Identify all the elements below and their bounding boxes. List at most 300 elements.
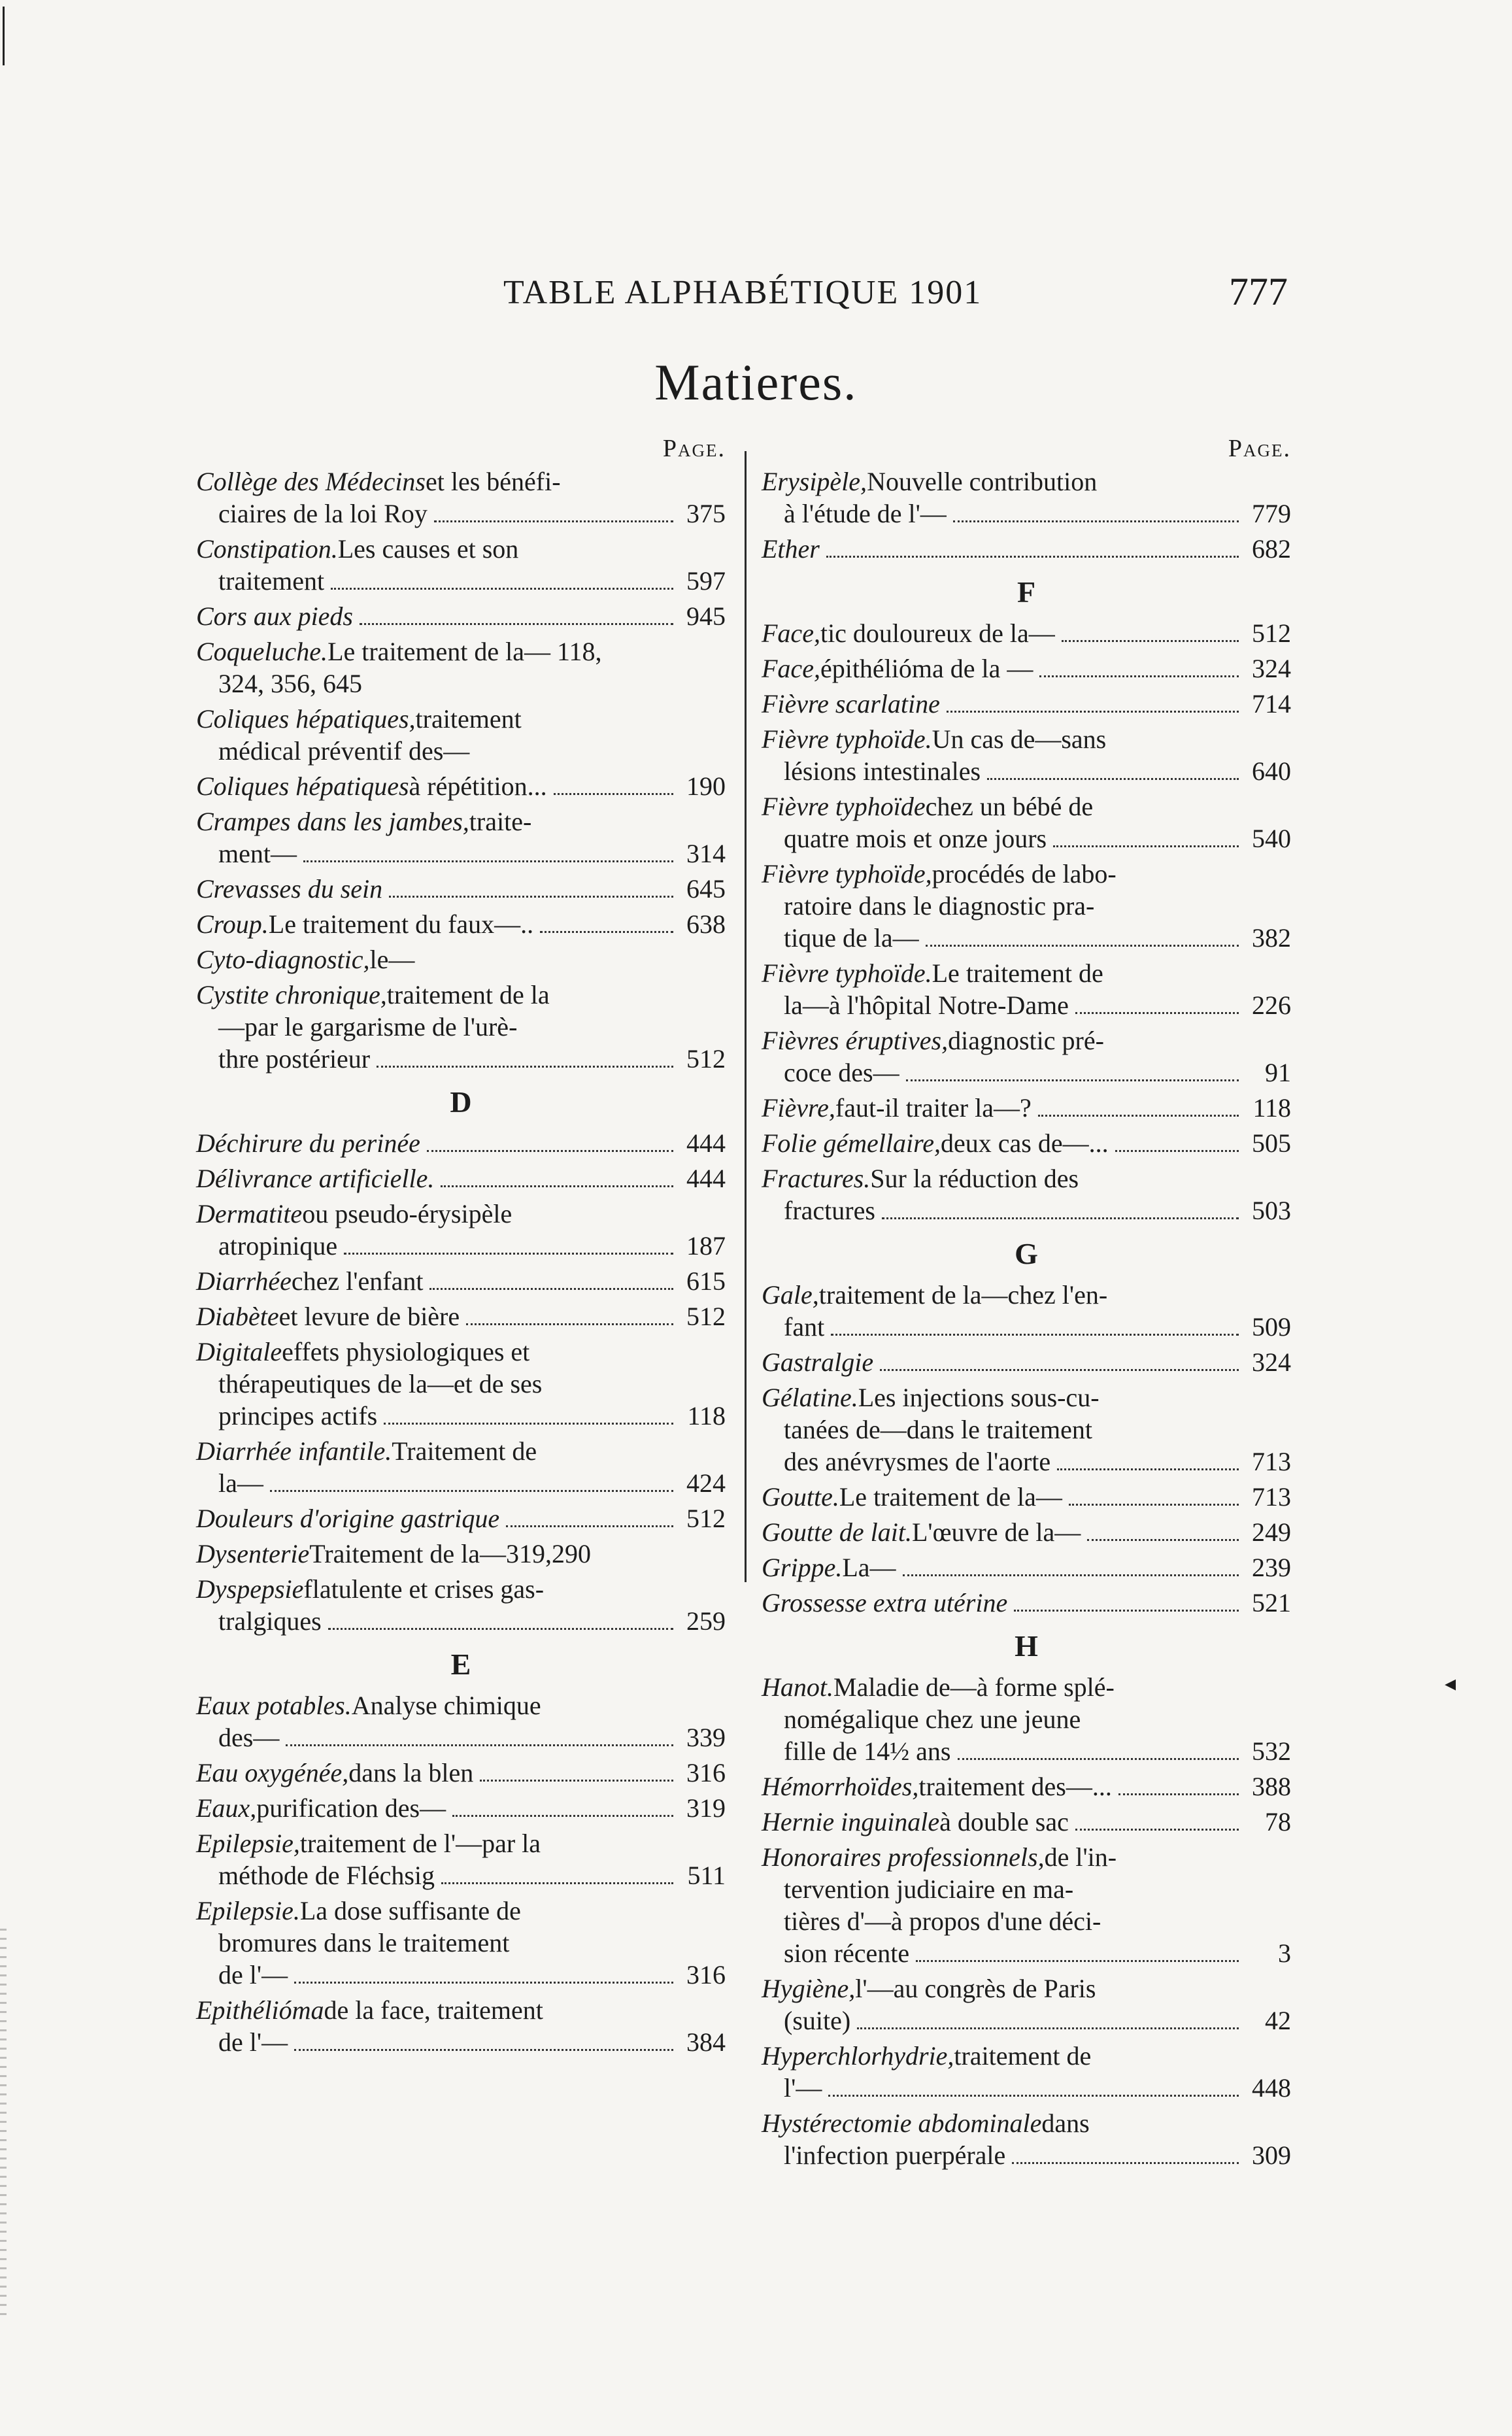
entry-heading: Hystérectomie abdominale	[762, 2108, 1042, 2138]
entry-heading: Epithélióma	[196, 1995, 324, 2025]
index-entry	[762, 1279, 1291, 1343]
page-ref: 226	[1252, 990, 1291, 1020]
entry-line	[762, 989, 1291, 1021]
entry-line	[762, 1092, 1291, 1124]
page-column-label: Page.	[1228, 435, 1291, 462]
entry-heading: Eaux potables.	[196, 1691, 352, 1720]
entry-heading: Face,	[762, 618, 820, 648]
entry-text: traite-	[469, 807, 532, 836]
entry-line	[762, 1671, 1291, 1703]
entry-line	[762, 1446, 1291, 1478]
index-entry	[762, 652, 1291, 685]
leader-dots	[947, 711, 1239, 713]
entry-text: tières d'—à propos d'une déci-	[784, 1906, 1101, 1936]
index-entry	[196, 533, 726, 597]
entry-line	[196, 1927, 726, 1959]
entry-text: méthode de Fléchsig	[218, 1861, 435, 1890]
index-entry	[196, 1300, 726, 1332]
entry-text: dans	[1041, 2108, 1090, 2138]
page-ref: 597	[686, 566, 726, 596]
entry-text: Le traitement du faux—..	[268, 909, 534, 939]
entry-line	[762, 2107, 1291, 2139]
entry-heading: Dysenterie	[196, 1539, 310, 1568]
entry-heading: Coqueluche.	[196, 637, 328, 666]
page-ref: 388	[1252, 1772, 1291, 1801]
leader-dots	[880, 1369, 1239, 1371]
page-ref: 615	[686, 1266, 726, 1296]
index-entry	[196, 943, 726, 975]
leader-dots	[828, 2095, 1239, 2097]
entry-heading: Gale,	[762, 1280, 819, 1310]
entry-line	[196, 1230, 726, 1262]
page-ref: 503	[1252, 1196, 1291, 1225]
entry-line	[762, 1162, 1291, 1194]
entry-text: procédés de labo-	[932, 859, 1117, 888]
index-entry	[196, 908, 726, 940]
entry-line	[196, 600, 726, 632]
page-ref: 505	[1252, 1128, 1291, 1158]
index-entry	[196, 1689, 726, 1753]
index-entry	[196, 1265, 726, 1297]
entry-heading: Dyspepsie	[196, 1574, 304, 1604]
page-ref: 324	[1252, 654, 1291, 683]
entry-text: Le traitement de	[932, 958, 1103, 988]
index-entry	[196, 1895, 726, 1991]
entry-heading: Fièvres éruptives,	[762, 1026, 949, 1055]
entry-heading: Gastralgie	[762, 1347, 874, 1377]
entry-line	[196, 1605, 726, 1637]
page-ref: 118	[1252, 1093, 1291, 1123]
entry-line	[196, 635, 726, 668]
index-entry	[762, 688, 1291, 720]
entry-heading: Epilepsie,	[196, 1829, 300, 1858]
index-entry	[762, 465, 1291, 530]
index-entry	[196, 703, 726, 767]
entry-heading: Honoraires professionnels,	[762, 1842, 1045, 1872]
entry-text: (suite)	[784, 2006, 851, 2035]
entry-text: traitement de l'—par la	[299, 1829, 541, 1858]
index-entry	[196, 1162, 726, 1194]
entry-heading: Fièvre typhoïde.	[762, 724, 932, 754]
leader-dots	[1075, 1012, 1239, 1014]
leader-dots	[286, 1744, 673, 1746]
entry-heading: Hyperchlorhydrie,	[762, 2041, 954, 2071]
edge-noise	[0, 1929, 7, 2321]
entry-text: 324, 356, 645	[218, 669, 362, 698]
entry-text: ment—	[218, 839, 297, 868]
index-entry	[762, 2107, 1291, 2171]
leader-dots	[1014, 1610, 1239, 1612]
entry-line	[762, 498, 1291, 530]
index-entry	[196, 873, 726, 905]
entry-line	[196, 1127, 726, 1159]
leader-dots	[452, 1815, 673, 1817]
page-number: 777	[1229, 270, 1288, 313]
entry-text: Sur la réduction des	[870, 1164, 1079, 1193]
entry-line	[196, 1689, 726, 1721]
entry-text: traitement de	[954, 2041, 1092, 2071]
leader-dots	[294, 1982, 673, 1984]
entry-heading: Douleurs d'origine gastrique	[196, 1504, 500, 1533]
entry-text: l'—au congrès de Paris	[855, 1974, 1096, 2003]
entry-text: faut-il traiter la—?	[835, 1093, 1032, 1123]
entry-text: nomégalique chez une jeune	[784, 1704, 1081, 1734]
index-entry	[196, 1573, 726, 1637]
entry-heading: Ether	[762, 534, 820, 564]
leader-dots	[1053, 845, 1239, 847]
entry-heading: Goutte de lait.	[762, 1517, 912, 1547]
page-ref: 444	[686, 1128, 726, 1158]
entry-heading: Hanot.	[762, 1672, 833, 1702]
entry-line	[762, 2139, 1291, 2171]
page-ref: 532	[1252, 1736, 1291, 1766]
entry-text: thre postérieur	[218, 1044, 371, 1074]
entry-text: —par le gargarisme de l'urè-	[218, 1012, 518, 1041]
entry-heading: Fièvre typhoïde.	[762, 958, 932, 988]
page-ref: 945	[686, 601, 726, 631]
entry-heading: Crampes dans les jambes,	[196, 807, 469, 836]
leader-dots	[540, 931, 673, 933]
index-entry	[196, 1538, 726, 1570]
entry-text: Un cas de—sans	[932, 724, 1107, 754]
entry-text: de l'—	[218, 2027, 288, 2057]
page-ref: 187	[686, 1231, 726, 1260]
entry-line	[196, 770, 726, 802]
entry-line	[196, 1043, 726, 1075]
entry-line	[762, 2005, 1291, 2037]
entry-line	[196, 837, 726, 870]
page-ref: 640	[1252, 756, 1291, 786]
index-entry	[762, 1516, 1291, 1548]
leader-dots	[1039, 675, 1239, 677]
page-ref: 682	[1252, 534, 1291, 564]
entry-line	[762, 1127, 1291, 1159]
entry-line	[196, 908, 726, 940]
entry-line	[762, 858, 1291, 890]
entry-line	[196, 1502, 726, 1534]
page-ref: 540	[1252, 824, 1291, 853]
leader-dots	[1062, 640, 1239, 642]
entry-line	[762, 1587, 1291, 1619]
entry-text: Les causes et son	[337, 534, 519, 564]
entry-text: traitement	[415, 704, 522, 734]
index-entry	[196, 1827, 726, 1891]
entry-text: traitement de la—chez l'en-	[818, 1280, 1108, 1310]
entry-text: à l'étude de l'—	[784, 499, 947, 528]
entry-heading: Hernie inguinale	[762, 1807, 940, 1836]
entry-heading: Folie gémellaire,	[762, 1128, 941, 1158]
entry-text: dans la blen	[348, 1758, 474, 1787]
index-entry	[196, 600, 726, 632]
entry-text: deux cas de—...	[940, 1128, 1109, 1158]
entry-line	[762, 755, 1291, 787]
entry-line	[762, 1279, 1291, 1311]
entry-line	[762, 688, 1291, 720]
index-entry	[762, 1127, 1291, 1159]
page-ref: 645	[686, 874, 726, 904]
entry-text: à répétition...	[409, 771, 547, 801]
page-ref: 324	[1252, 1347, 1291, 1377]
page-ref: 521	[1252, 1588, 1291, 1617]
entry-text: fille de 14½ ans	[784, 1736, 951, 1766]
entry-text: chez un bébé de	[925, 792, 1094, 821]
index-entry	[762, 1346, 1291, 1378]
page-ref: 259	[686, 1606, 726, 1636]
entry-line	[762, 1735, 1291, 1767]
entry-line	[762, 1806, 1291, 1838]
entry-line	[196, 1198, 726, 1230]
page-ref: 424	[686, 1468, 726, 1498]
entry-text: tervention judiciaire en ma-	[784, 1874, 1074, 1904]
entry-line	[196, 1859, 726, 1891]
entry-text: diagnostic pré-	[948, 1026, 1104, 1055]
margin-mark: ◂	[1445, 1672, 1456, 1696]
left-column	[196, 431, 726, 2061]
entry-line	[196, 1011, 726, 1043]
leader-dots	[344, 1253, 673, 1255]
entry-line	[762, 617, 1291, 649]
entry-line	[762, 922, 1291, 954]
entry-line	[762, 890, 1291, 922]
entry-line	[196, 1792, 726, 1824]
entry-text: coce des—	[784, 1058, 899, 1087]
leader-dots	[294, 2049, 673, 2051]
index-entry	[762, 2040, 1291, 2104]
section-heading: Matieres.	[654, 354, 858, 411]
entry-line	[196, 465, 726, 498]
entry-text: lésions intestinales	[784, 756, 981, 786]
entry-text: flatulente et crises gas-	[303, 1574, 545, 1604]
entry-line	[762, 2040, 1291, 2072]
entry-text: des—	[218, 1723, 280, 1752]
entry-line	[196, 1827, 726, 1859]
entry-line	[762, 957, 1291, 989]
page-ref: 713	[1252, 1447, 1291, 1476]
entry-heading: Constipation.	[196, 534, 338, 564]
index-entry	[762, 617, 1291, 649]
page-ref: 91	[1265, 1058, 1291, 1087]
entry-heading: Crevasses du sein	[196, 874, 383, 904]
entry-line	[196, 1435, 726, 1467]
index-entry	[762, 1770, 1291, 1802]
page-ref: 118	[687, 1401, 726, 1430]
entry-heading: Déchirure du perinée	[196, 1128, 420, 1158]
index-entry	[762, 1092, 1291, 1124]
entry-line	[762, 1057, 1291, 1089]
entry-heading: Gélatine.	[762, 1383, 858, 1412]
entry-line	[196, 1400, 726, 1432]
index-entry	[762, 1381, 1291, 1478]
page-ref: 638	[686, 909, 726, 939]
leader-dots	[882, 1217, 1239, 1219]
entry-heading: Cors aux pieds	[196, 601, 353, 631]
entry-heading: Diarrhée	[196, 1266, 292, 1296]
index-entry	[762, 1841, 1291, 1969]
entry-text: Le traitement de la— 118,	[328, 637, 602, 666]
entry-text: la—à l'hôpital Notre-Dame	[784, 990, 1069, 1020]
entry-text: ciaires de la loi Roy	[218, 499, 428, 528]
index-entry	[196, 1435, 726, 1499]
entry-heading: Fractures.	[762, 1164, 871, 1193]
index-entry	[762, 1551, 1291, 1583]
leader-dots	[926, 945, 1239, 947]
entry-heading: Fièvre typhoïde	[762, 792, 926, 821]
entry-line	[196, 979, 726, 1011]
leader-dots	[441, 1185, 673, 1187]
entry-line	[762, 1551, 1291, 1583]
leader-dots	[389, 896, 673, 898]
entry-text: purification des—	[256, 1793, 446, 1823]
entry-text: ratoire dans le diagnostic pra-	[784, 891, 1095, 921]
entry-line	[762, 1311, 1291, 1343]
entry-line	[762, 652, 1291, 685]
entry-line	[762, 1413, 1291, 1446]
leader-dots	[377, 1066, 673, 1068]
letter-heading: E	[450, 1648, 471, 1681]
entry-line	[762, 1937, 1291, 1969]
entry-line	[196, 1895, 726, 1927]
entry-line	[196, 943, 726, 975]
entry-heading: Cystite chronique,	[196, 980, 387, 1009]
index-entry	[762, 957, 1291, 1021]
leader-dots	[1075, 1829, 1239, 1831]
entry-text: fractures	[784, 1196, 875, 1225]
entry-line	[196, 2026, 726, 2058]
leader-dots	[916, 1960, 1239, 1962]
page-ref: 512	[686, 1504, 726, 1533]
page-ref: 42	[1265, 2006, 1291, 2035]
entry-text: Analyse chimique	[351, 1691, 541, 1720]
leader-dots	[427, 1150, 673, 1152]
leader-dots	[1087, 1539, 1239, 1541]
index-entry	[196, 1757, 726, 1789]
page-ref: 714	[1252, 689, 1291, 719]
entry-text: tique de la—	[784, 923, 919, 953]
page-ref: 779	[1252, 499, 1291, 528]
index-entry	[196, 770, 726, 802]
entry-text: Maladie de—à forme splé-	[833, 1672, 1115, 1702]
entry-line	[196, 1721, 726, 1753]
leader-dots	[434, 520, 673, 522]
letter-heading: G	[1015, 1237, 1038, 1270]
entry-heading: Diarrhée infantile.	[196, 1436, 392, 1466]
entry-line	[762, 1841, 1291, 1873]
index-entry	[196, 465, 726, 530]
entry-line	[762, 1194, 1291, 1226]
index-entry	[762, 1481, 1291, 1513]
page-ref: 249	[1252, 1517, 1291, 1547]
leader-dots	[429, 1288, 673, 1290]
leader-dots	[328, 1628, 673, 1630]
leader-dots	[958, 1758, 1239, 1760]
leader-dots	[831, 1334, 1239, 1336]
index-entry	[196, 1792, 726, 1824]
index-entry	[762, 790, 1291, 854]
entry-text: La—	[842, 1553, 896, 1582]
entry-line	[762, 1381, 1291, 1413]
index-entry	[196, 1502, 726, 1534]
leader-dots	[903, 1574, 1239, 1576]
entry-text: Le traitement de la—	[839, 1482, 1062, 1512]
entry-text: et levure de bière	[278, 1302, 460, 1331]
page-ref: 78	[1265, 1807, 1291, 1836]
leader-dots	[384, 1423, 673, 1425]
entry-text: épithélióma de la —	[820, 654, 1033, 683]
leader-dots	[953, 520, 1239, 522]
index-entry	[762, 1162, 1291, 1226]
leader-dots	[1012, 2162, 1239, 2164]
entry-text: l'—	[784, 2073, 822, 2103]
entry-heading: Collège des Médecins	[196, 467, 426, 496]
entry-text: traitement	[218, 566, 325, 596]
entry-heading: Fièvre,	[762, 1093, 835, 1123]
index-entry	[762, 1972, 1291, 2037]
index-entry	[762, 858, 1291, 954]
leader-dots	[506, 1525, 673, 1527]
page-ref: 512	[686, 1302, 726, 1331]
entry-heading: Epilepsie.	[196, 1896, 300, 1925]
leader-dots	[906, 1079, 1239, 1081]
entry-line	[762, 1770, 1291, 1802]
leader-dots	[303, 860, 673, 862]
page-ref: 309	[1252, 2140, 1291, 2170]
entry-text: bromures dans le traitement	[218, 1928, 510, 1957]
leader-dots	[441, 1882, 673, 1884]
index-entry	[762, 1806, 1291, 1838]
page-ref: 448	[1252, 2073, 1291, 2103]
entry-line	[762, 1905, 1291, 1937]
entry-line	[196, 703, 726, 735]
entry-heading: Eau oxygénée,	[196, 1758, 349, 1787]
entry-line	[762, 2072, 1291, 2104]
entry-heading: Hygiène,	[762, 1974, 856, 2003]
entry-text: L'œuvre de la—	[911, 1517, 1081, 1547]
entry-heading: Goutte.	[762, 1482, 839, 1512]
leader-dots	[480, 1780, 673, 1782]
leader-dots	[1118, 1793, 1239, 1795]
entry-text: l'infection puerpérale	[784, 2140, 1006, 2170]
entry-line	[762, 1346, 1291, 1378]
entry-text: le—	[369, 945, 415, 974]
leader-dots	[1069, 1504, 1239, 1506]
entry-text: et les bénéfi-	[426, 467, 561, 496]
entry-line	[762, 1481, 1291, 1513]
leader-dots	[1038, 1115, 1239, 1117]
page-ref: 509	[1252, 1312, 1291, 1342]
entry-heading: Grippe.	[762, 1553, 843, 1582]
page-ref: 314	[686, 839, 726, 868]
entry-line	[196, 1959, 726, 1991]
page-ref: 375	[686, 499, 726, 528]
entry-text: de l'—	[218, 1960, 288, 1989]
entry-line	[196, 1994, 726, 2026]
index-entry	[762, 1671, 1291, 1767]
leader-dots	[360, 623, 673, 625]
entry-text: tanées de—dans le traitement	[784, 1415, 1093, 1444]
page-ref: 511	[687, 1861, 726, 1890]
entry-text: fant	[784, 1312, 825, 1342]
entry-text: principes actifs	[218, 1401, 378, 1430]
column-divider	[745, 451, 747, 1582]
entry-text: tic douloureux de la—	[820, 618, 1055, 648]
page-column-label: Page.	[662, 435, 726, 462]
entry-line	[762, 1703, 1291, 1735]
page-ref: 339	[686, 1723, 726, 1752]
entry-line	[762, 1972, 1291, 2005]
index-entry	[762, 1024, 1291, 1089]
entry-text: de l'in-	[1044, 1842, 1117, 1872]
entry-heading: Fièvre scarlatine	[762, 689, 940, 719]
